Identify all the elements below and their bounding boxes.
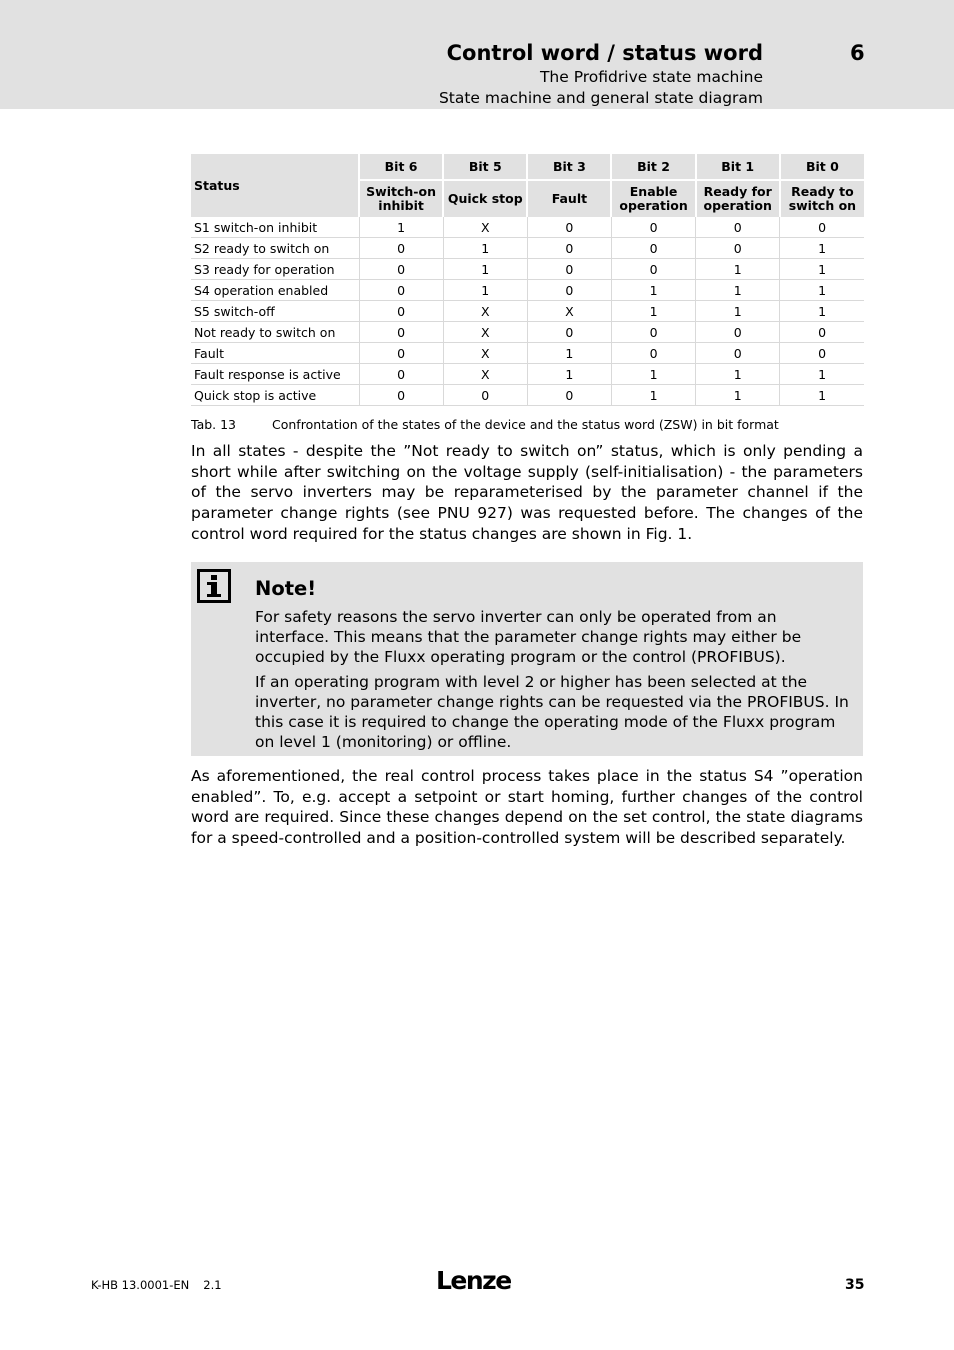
- note-text: If an operating program with level 2 or higher has been selected at the inverter, no parameter change rights can be requested via the PROFIBUS. In this case it is required to change the operating mode of the Fluxx program on level 1 (monitoring) or offline.: [255, 673, 849, 751]
- bit-value: 0: [359, 343, 443, 364]
- bit-header: Bit 0: [780, 154, 864, 180]
- bit-value: 1: [780, 259, 864, 280]
- status-label: S1 switch-on inhibit: [191, 217, 359, 238]
- table-header-row: [191, 154, 864, 180]
- bit-value: 1: [780, 385, 864, 406]
- bit-value: 0: [443, 385, 527, 406]
- caption-text: Confrontation of the states of the device and the status word (ZSW) in bit format: [272, 417, 779, 432]
- note-text: For safety reasons the servo inverter can only be operated from an interface. This means that the parameter change rights may either be occupied by the Fluxx operating program or the control (PROFIBUS).: [255, 608, 802, 666]
- bit-value: 1: [696, 301, 780, 322]
- bit-name: Fault: [527, 180, 611, 217]
- page-header: [0, 0, 954, 109]
- note-title: Note!: [255, 577, 317, 600]
- note-body: [255, 607, 855, 757]
- bit-value: 0: [359, 280, 443, 301]
- caption-number: Tab. 13: [191, 417, 237, 432]
- bit-value: 0: [696, 238, 780, 259]
- bit-value: 1: [696, 280, 780, 301]
- bit-value: X: [443, 301, 527, 322]
- table-body: [191, 217, 864, 406]
- table-row: [191, 343, 864, 364]
- status-label: S3 ready for operation: [191, 259, 359, 280]
- bit-value: 0: [359, 322, 443, 343]
- table-row: [191, 280, 864, 301]
- page-number: 35: [845, 1277, 865, 1293]
- bit-value: 0: [359, 238, 443, 259]
- bit-name: Quick stop: [443, 180, 527, 217]
- bit-value: 1: [611, 364, 695, 385]
- table-row: [191, 217, 864, 238]
- status-label: S5 switch-off: [191, 301, 359, 322]
- bit-value: 1: [443, 280, 527, 301]
- lenze-logo: [436, 1264, 516, 1294]
- bit-value: 0: [527, 238, 611, 259]
- bit-value: 1: [611, 280, 695, 301]
- document-number: K-HB 13.0001-EN: [91, 1278, 190, 1292]
- status-label: S4 operation enabled: [191, 280, 359, 301]
- bit-value: 0: [527, 217, 611, 238]
- bit-header: Bit 6: [359, 154, 443, 180]
- table-row: [191, 238, 864, 259]
- body-paragraph: In all states - despite the ”Not ready to switch on” status, which is only pending a short while after switching on the voltage supply (self-initialisation) - the parameters of the servo inverters may be reparameterised by the parameter channel if the parameter change rights (see PNU 927) was requested before. The changes of the control word required for the status changes are shown in Fig. 1.: [191, 442, 863, 543]
- bit-value: X: [443, 364, 527, 385]
- info-icon: [197, 569, 231, 603]
- bit-value: 0: [780, 343, 864, 364]
- bit-value: 0: [611, 217, 695, 238]
- bit-name: Switch-on inhibit: [359, 180, 443, 217]
- bit-value: 0: [611, 238, 695, 259]
- bit-value: 1: [611, 385, 695, 406]
- bit-value: 0: [359, 259, 443, 280]
- bit-name: Ready for operation: [696, 180, 780, 217]
- footer-document-id: [91, 1278, 222, 1292]
- bit-value: 1: [780, 301, 864, 322]
- bit-value: 0: [359, 385, 443, 406]
- bit-header: Bit 5: [443, 154, 527, 180]
- bit-name: Ready to switch on: [780, 180, 864, 217]
- bit-value: 0: [527, 280, 611, 301]
- document-version: 2.1: [203, 1278, 222, 1292]
- bit-value: 1: [696, 385, 780, 406]
- bit-value: 1: [780, 364, 864, 385]
- bit-value: X: [527, 301, 611, 322]
- bit-value: 1: [696, 259, 780, 280]
- bit-value: 1: [443, 259, 527, 280]
- bit-value: 1: [611, 301, 695, 322]
- table-row: [191, 301, 864, 322]
- table-row: [191, 385, 864, 406]
- table-row: [191, 364, 864, 385]
- status-label: Not ready to switch on: [191, 322, 359, 343]
- bit-value: 0: [527, 322, 611, 343]
- bit-value: 0: [611, 259, 695, 280]
- bit-value: 1: [359, 217, 443, 238]
- bit-value: 0: [696, 343, 780, 364]
- bit-value: 0: [780, 322, 864, 343]
- status-label: Fault: [191, 343, 359, 364]
- bit-value: X: [443, 343, 527, 364]
- bit-value: 0: [527, 385, 611, 406]
- bit-value: X: [443, 217, 527, 238]
- bit-header: Bit 1: [696, 154, 780, 180]
- chapter-number: 6: [850, 41, 865, 65]
- bit-value: 0: [696, 322, 780, 343]
- logo-text: Lenze: [436, 1266, 511, 1294]
- bit-value: 0: [611, 322, 695, 343]
- bit-value: 1: [443, 238, 527, 259]
- table-caption: [191, 417, 779, 432]
- bit-value: 0: [696, 217, 780, 238]
- bit-header: Bit 2: [611, 154, 695, 180]
- bit-value: 1: [780, 238, 864, 259]
- status-column-header: Status: [191, 154, 359, 217]
- bit-value: X: [443, 322, 527, 343]
- bit-name: Enable operation: [611, 180, 695, 217]
- bit-value: 0: [527, 259, 611, 280]
- bit-value: 0: [359, 301, 443, 322]
- bit-value: 0: [611, 343, 695, 364]
- bit-value: 1: [780, 280, 864, 301]
- table-row: [191, 322, 864, 343]
- bit-header: Bit 3: [527, 154, 611, 180]
- note-box: [191, 562, 863, 756]
- bit-value: 0: [359, 364, 443, 385]
- bit-value: 1: [696, 364, 780, 385]
- table-row: [191, 259, 864, 280]
- body-paragraph: As aforementioned, the real control process takes place in the status S4 ”operation enabled”. To, e.g. accept a setpoint or start homing, further changes of the control word are required. Since these changes depend on the set control, the state diagrams for a speed-controlled and a position-controlled system will be described separately.: [191, 767, 863, 848]
- bit-value: 1: [527, 364, 611, 385]
- bit-value: 0: [780, 217, 864, 238]
- status-label: Fault response is active: [191, 364, 359, 385]
- status-label: Quick stop is active: [191, 385, 359, 406]
- bit-value: 1: [527, 343, 611, 364]
- status-label: S2 ready to switch on: [191, 238, 359, 259]
- section-title: The Profidrive state machine: [539, 68, 763, 86]
- subsection-title: State machine and general state diagram: [438, 89, 763, 107]
- status-bit-table: [191, 154, 864, 406]
- chapter-title: Control word / status word: [446, 41, 763, 65]
